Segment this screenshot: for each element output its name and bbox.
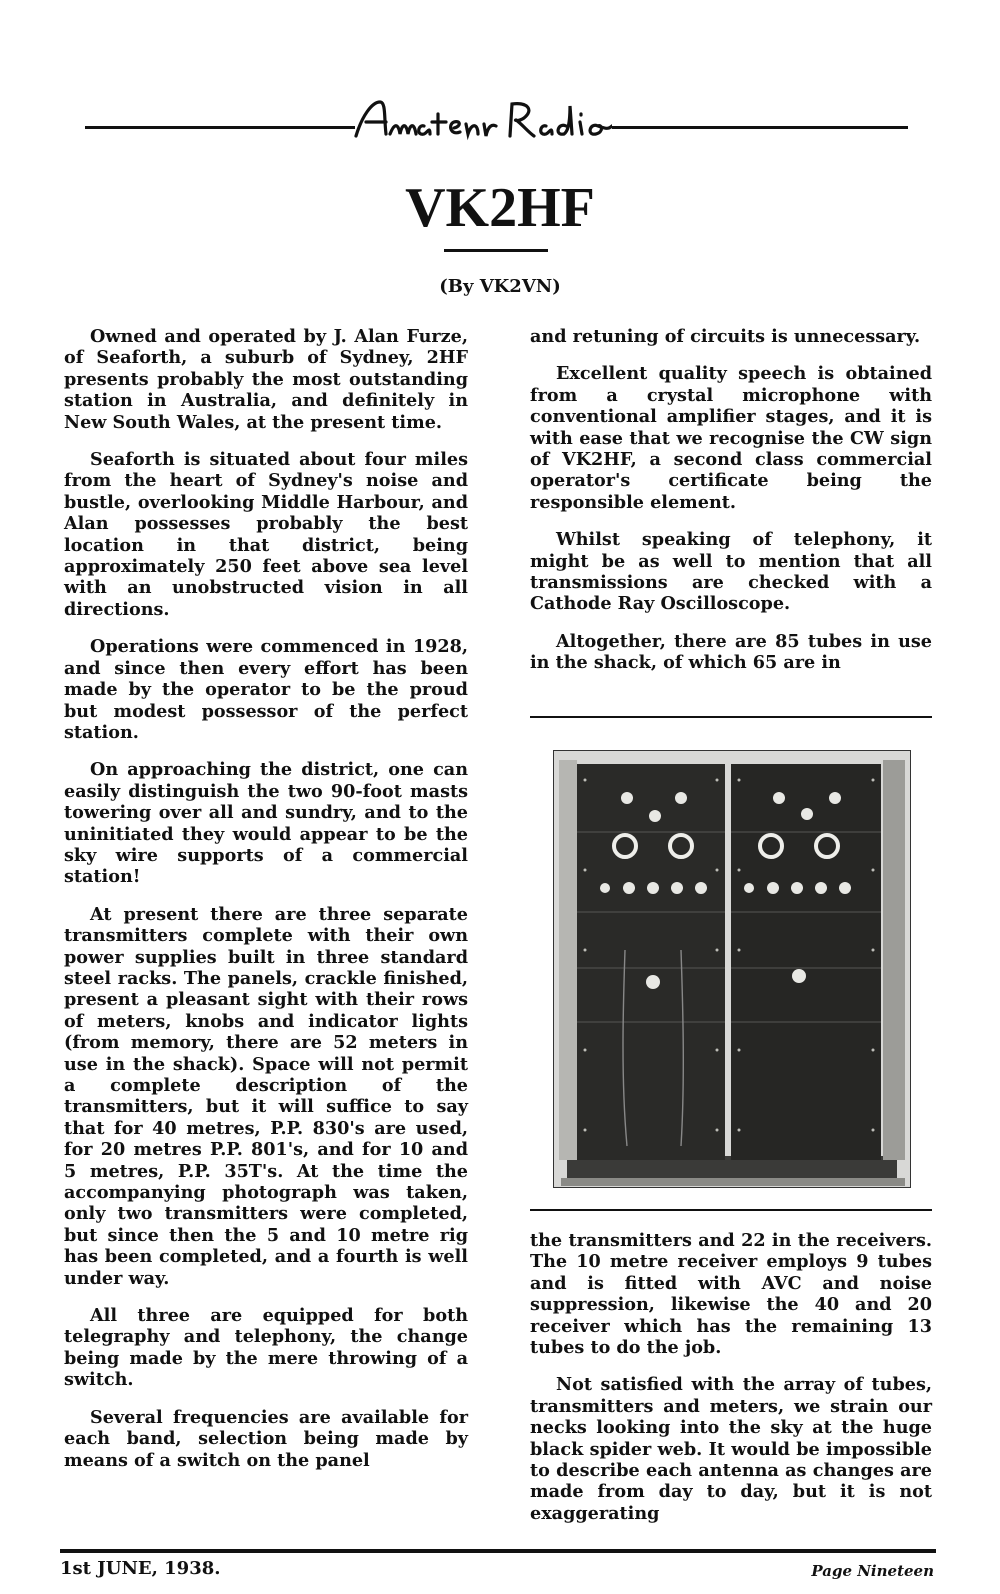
title-underline xyxy=(444,249,548,252)
paragraph: Whilst speaking of telephony, it might be as well to mention that all transmissions are checked with a Cathode Ray Oscilloscope. xyxy=(530,529,932,615)
masthead-rule-left xyxy=(85,126,355,129)
left-column xyxy=(64,326,468,1487)
footer-page-number: Page Nineteen xyxy=(811,1562,934,1580)
transmitter-racks-photo xyxy=(553,750,911,1188)
paragraph: At present there are three separate transmitters complete with their own power supplies built in three standard steel racks. The panels, crackle finished, present a pleasant sight with their rows of meters, knobs and indicator lights (from memory, there are 52 meters in use in the shack). Space will not permit a complete description of the transmitters, but it will suffice to say that for 40 metres, P.P. 830's are used, for 20 metres P.P. 801's, and for 10 and 5 metres, P.P. 35T's. At the time the accompanying photograph was taken, only two transmitters were completed, but since then the 5 and 10 metre rig has been completed, and a fourth is well under way. xyxy=(64,903,468,1289)
paragraph: Excellent quality speech is obtained from a crystal microphone with conventional amplifier stages, and it is with ease that we recognise the CW sign of VK2HF, a second class commercial operator's certificate being the responsible element. xyxy=(530,363,932,513)
paragraph: Operations were commenced in 1928, and since then every effort has been made by the operator to be the proud but modest possessor of the perfect station. xyxy=(64,636,468,743)
right-column-top xyxy=(530,326,932,690)
masthead-rule-right xyxy=(612,126,908,129)
article-title: VK2HF xyxy=(405,177,595,239)
photo-rule-top xyxy=(530,716,932,718)
article-byline: (By VK2VN) xyxy=(439,276,561,297)
paragraph: Several frequencies are available for each band, selection being made by means of a switch on the panel xyxy=(64,1406,468,1471)
footer-date: 1st JUNE, 1938. xyxy=(60,1558,221,1579)
right-column-bottom xyxy=(530,1230,932,1540)
footer-rule xyxy=(60,1549,936,1553)
amateur-radio-logo xyxy=(350,96,612,142)
paragraph: On approaching the district, one can easily distinguish the two 90-foot masts towering over all and sundry, and to the uninitiated they would appear to be the sky wire supports of a commercial station! xyxy=(64,759,468,888)
paragraph: the transmitters and 22 in the receivers. The 10 metre receiver employs 9 tubes and is fitted with AVC and noise suppression, likewise the 40 and 20 receiver which has the remaining 13 tubes to do the job. xyxy=(530,1230,932,1359)
paragraph: Seaforth is situated about four miles from the heart of Sydney's noise and bustle, overlooking Middle Harbour, and Alan possesses probably the best location in that district, being approximately 250 feet above sea level with an unobstructed vision in all directions. xyxy=(64,449,468,620)
photo-rule-bottom xyxy=(530,1209,932,1211)
paragraph: All three are equipped for both telegraphy and telephony, the change being made by the mere throwing of a switch. xyxy=(64,1305,468,1391)
paragraph: Owned and operated by J. Alan Furze, of Seaforth, a suburb of Sydney, 2HF presents probably the most outstanding station in Australia, and definitely in New South Wales, at the present time. xyxy=(64,326,468,433)
paragraph: Not satisfied with the array of tubes, transmitters and meters, we strain our necks looking into the sky at the huge black spider web. It would be impossible to describe each antenna as changes are made from day to day, but it is not exaggerating xyxy=(530,1374,932,1524)
paragraph: Altogether, there are 85 tubes in use in the shack, of which 65 are in xyxy=(530,630,932,674)
paragraph: and retuning of circuits is unnecessary. xyxy=(530,326,921,347)
